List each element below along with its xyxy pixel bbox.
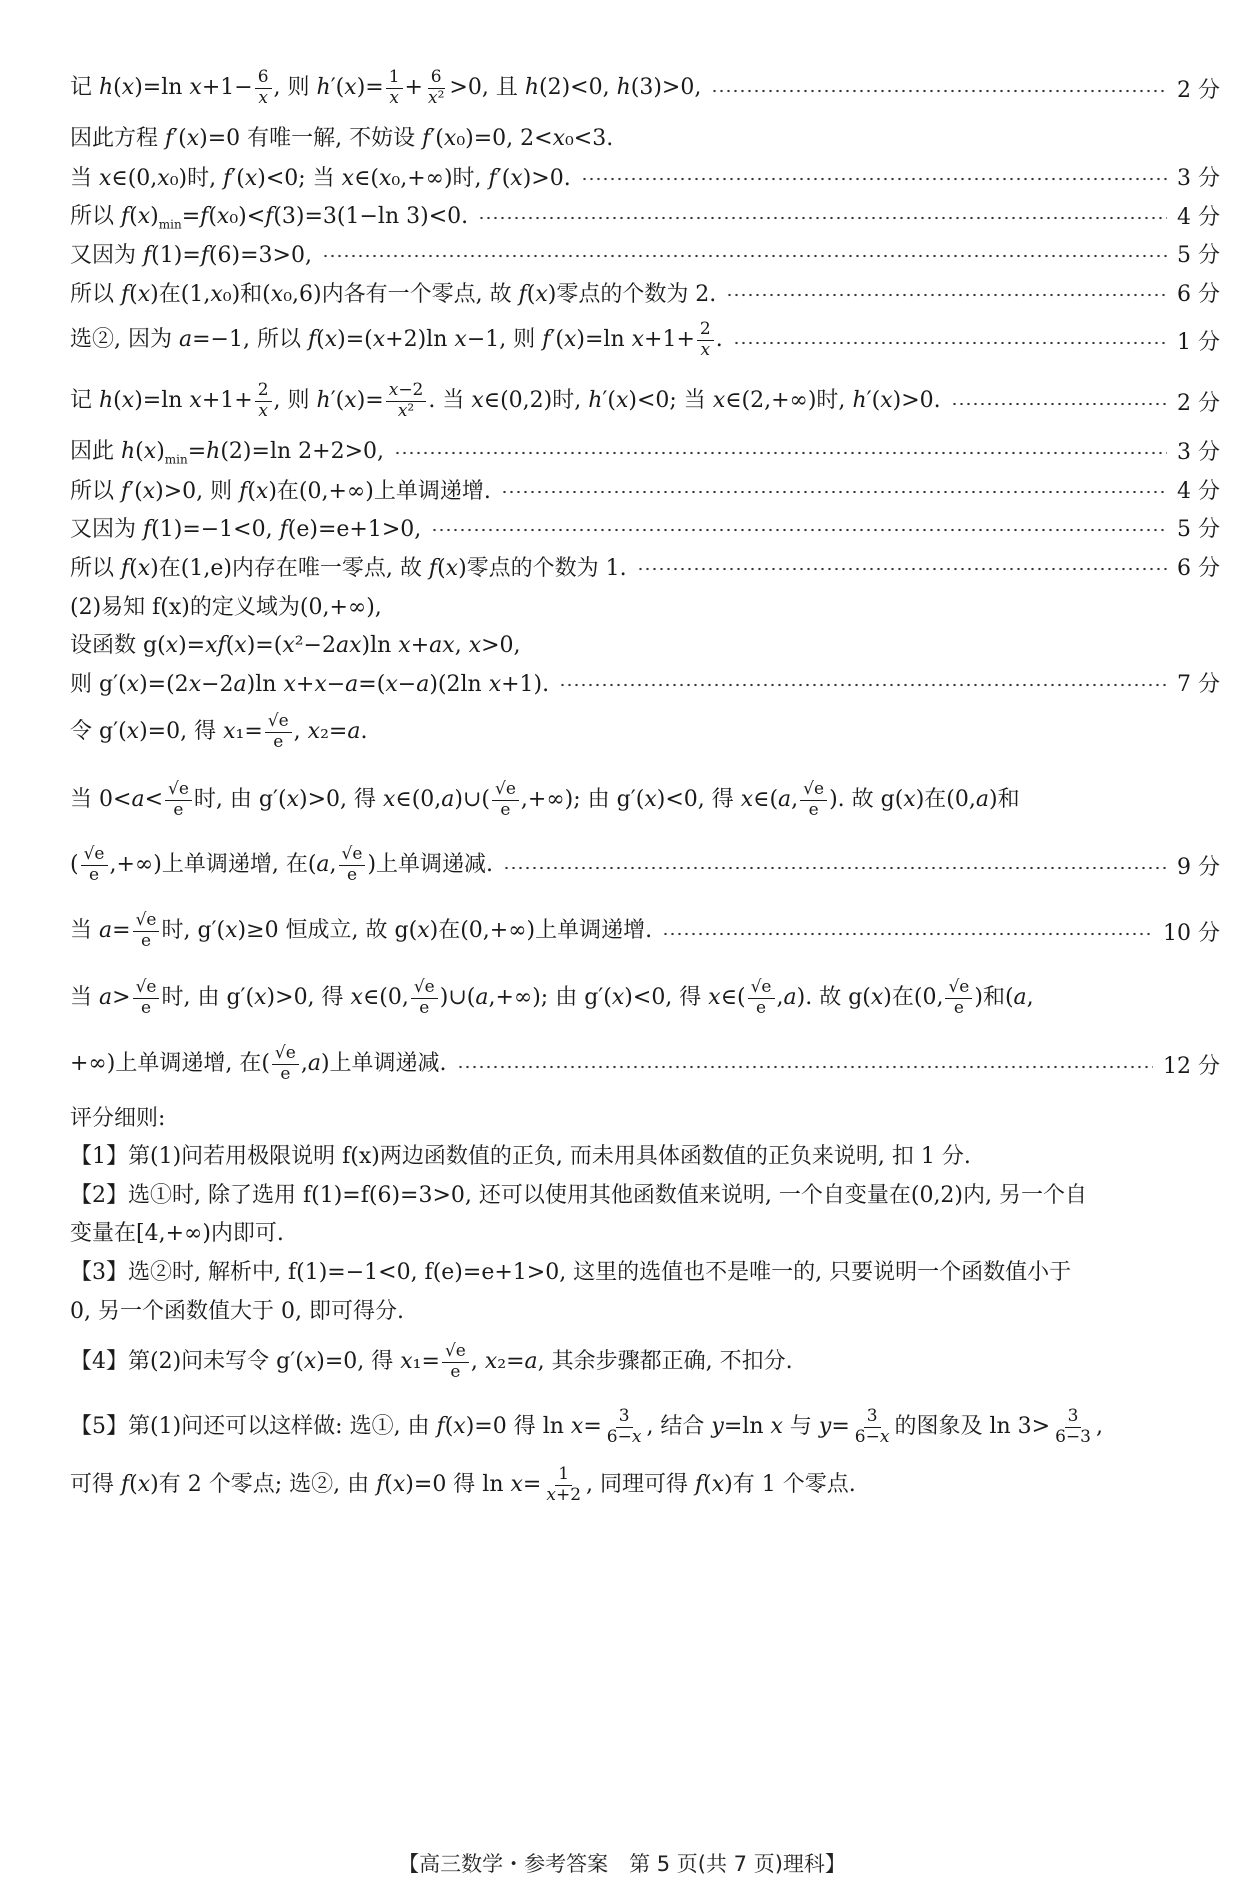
solution-line	[70, 546, 1220, 586]
score-label: 10 分	[1163, 920, 1220, 946]
solution-line	[70, 978, 1220, 1018]
line-text: 设函数 g(x)=xf(x)=(x²−2ax)ln x+ax, x>0,	[70, 632, 521, 658]
rubric-item-continued: 可得 f(x)有 2 个零点; 选②, 由 f(x)=0 得 ln x= $\frac{1}{x+2}$ , 同理可得 f(x)有 1 个零点.	[70, 1463, 856, 1505]
line-text: ( $\frac{√e}{e}$ ,+∞)上单调递增, 在(a, $\frac{√e}{e}$ )上单调递减.	[70, 843, 494, 885]
dot-leader	[559, 683, 1167, 687]
score-label: 4 分	[1177, 204, 1220, 230]
solution-line	[70, 662, 1220, 702]
line-text: 所以 f′(x)>0, 则 f(x)在(0,+∞)上单调递增.	[70, 478, 491, 504]
dot-leader	[322, 254, 1167, 258]
score-label: 4 分	[1177, 478, 1220, 504]
solution-line	[70, 272, 1220, 312]
dot-leader	[637, 567, 1167, 571]
score-label: 3 分	[1177, 439, 1220, 465]
solution-line	[70, 780, 1220, 820]
line-text: +∞)上单调递增, 在( $\frac{√e}{e}$ ,a)上单调递减.	[70, 1042, 447, 1084]
line-text: (2)易知 f(x)的定义域为(0,+∞),	[70, 594, 382, 620]
rubric-item: 【1】第(1)问若用极限说明 f(x)两边函数值的正负, 而未用具体函数值的正负来说明, 扣 1 分.	[70, 1143, 971, 1169]
score-label: 6 分	[1177, 555, 1220, 581]
line-text: 因此 $h(x)_{min}=h(2)=\ln$ 2+2>0,	[70, 438, 384, 467]
line-text: 记 h(x)=ln x+1+ $\frac{2}{x}$ , 则 h′(x)= $\frac{x-2}{\text{x²}}$ . 当 x∈(0,2)时, h′(x)<0; 当 x∈(2,+∞)时, h′(x)>0.	[70, 379, 941, 421]
dot-leader	[581, 177, 1167, 181]
solution-line	[70, 507, 1220, 547]
solution-line	[70, 585, 1220, 625]
solution-line	[70, 623, 1220, 663]
score-label: 9 分	[1177, 854, 1220, 880]
line-text: 因此方程 f′(x)=0 有唯一解, 不妨设 f′(x₀)=0, 2<x₀<3.	[70, 125, 614, 151]
solution-line	[70, 156, 1220, 196]
line-text: 令 g′(x)=0, 得 x₁= $\frac{√e}{e}$ , x₂=a.	[70, 710, 368, 752]
line-text: 当 0<a< $\frac{√e}{e}$ 时, 由 g′(x)>0, 得 x∈(0,a)∪( $\frac{√e}{e}$ ,+∞); 由 g′(x)<0, 得 x∈(a, $\frac{√e}{e}$ ). 故 g(x)在(0,a)和	[70, 778, 1020, 820]
score-label: 2 分	[1177, 77, 1220, 103]
score-label: 5 分	[1177, 242, 1220, 268]
rubric-item: 【5】第(1)问还可以这样做: 选①, 由 f(x)=0 得 ln x= $\frac{3}{6-x}$ , 结合 y=ln x 与 y= $\frac{3}{6-x}$ 的图象及 ln 3> $\frac{3}{6-3}$ ,	[70, 1405, 1103, 1447]
solution-line	[70, 381, 1220, 421]
solution-line	[70, 195, 1220, 235]
line-text: 又因为 f(1)=f(6)=3>0,	[70, 242, 312, 268]
line-text: 则 g′(x)=(2x−2a)ln x+x−a=(x−a)(2ln x+1).	[70, 671, 550, 697]
rubric-item: 【3】选②时, 解析中, f(1)=−1<0, f(e)=e+1>0, 这里的选值也不是唯一的, 只要说明一个函数值小于	[70, 1259, 1072, 1285]
rubric-item-continued: 0, 另一个函数值大于 0, 即可得分.	[70, 1298, 404, 1324]
solution-line	[70, 68, 1220, 108]
score-label: 3 分	[1177, 165, 1220, 191]
dot-leader	[503, 866, 1167, 870]
score-label: 7 分	[1177, 671, 1220, 697]
line-text: 当 x∈(0,x₀)时, f′(x)<0; 当 x∈(x₀,+∞)时, f′(x)>0.	[70, 165, 571, 191]
solution-line	[70, 430, 1220, 470]
rubric-item-continued: 变量在[4,+∞)内即可.	[70, 1220, 284, 1246]
line-text: 当 a> $\frac{√e}{e}$ 时, 由 g′(x)>0, 得 x∈(0, $\frac{√e}{e}$ )∪(a,+∞); 由 g′(x)<0, 得 x∈( $\frac{√e}{e}$ ,a). 故 g(x)在(0, $\frac{√e}{e}$ )和(a,	[70, 976, 1034, 1018]
dot-leader	[726, 293, 1167, 297]
dot-leader	[951, 402, 1167, 406]
dot-leader	[394, 451, 1167, 455]
solution-line	[70, 712, 1220, 752]
solution-line	[70, 1044, 1220, 1084]
rubric-item: 【4】第(2)问未写令 g′(x)=0, 得 x₁= $\frac{√e}{e}$ , x₂=a, 其余步骤都正确, 不扣分.	[70, 1340, 793, 1382]
score-label: 1 分	[1177, 329, 1220, 355]
line-text: 记 h(x)=ln x+1− $\frac{6}{x}$ , 则 h′(x)= $\frac{1}{x}$ + $\frac{6}{\text{x²}}$ >0, 且 h(2)<0, h(3)>0,	[70, 66, 702, 108]
solution-line	[70, 233, 1220, 273]
dot-leader	[431, 528, 1167, 532]
score-label: 12 分	[1163, 1053, 1220, 1079]
solution-line	[70, 320, 1220, 360]
rubric-title: 评分细则:	[70, 1105, 166, 1131]
solution-line	[70, 911, 1220, 951]
rubric-item: 【2】选①时, 除了选用 f(1)=f(6)=3>0, 还可以使用其他函数值来说明, 一个自变量在(0,2)内, 另一个自	[70, 1182, 1087, 1208]
line-text: 选②, 因为 a=−1, 所以 f(x)=(x+2)ln x−1, 则 f′(x)=ln x+1+ $\frac{2}{x}$ .	[70, 318, 723, 360]
line-text: 所以 f(x)在(1,e)内存在唯一零点, 故 f(x)零点的个数为 1.	[70, 555, 627, 581]
dot-leader	[733, 341, 1167, 345]
dot-leader	[501, 490, 1167, 494]
line-text: 所以 f(x)在(1,x₀)和(x₀,6)内各有一个零点, 故 f(x)零点的个数为 2.	[70, 281, 717, 307]
line-text: 当 a= $\frac{√e}{e}$ 时, g′(x)≥0 恒成立, 故 g(x)在(0,+∞)上单调递增.	[70, 909, 653, 951]
line-text: 又因为 f(1)=−1<0, f(e)=e+1>0,	[70, 516, 422, 542]
solution-line	[70, 469, 1220, 509]
line-text: 所以 $f(x)_{min}=f(x_0)<f(3)=3(1-\ln$ 3)<0.	[70, 203, 469, 232]
page-footer: 【高三数学・参考答案 第 5 页(共 7 页)理科】	[398, 1852, 846, 1876]
dot-leader	[711, 89, 1167, 93]
solution-line	[70, 845, 1220, 885]
dot-leader	[662, 932, 1153, 936]
score-label: 2 分	[1177, 390, 1220, 416]
solution-line	[70, 116, 1220, 156]
score-label: 6 分	[1177, 281, 1220, 307]
score-label: 5 分	[1177, 516, 1220, 542]
dot-leader	[478, 216, 1167, 220]
dot-leader	[457, 1065, 1153, 1069]
